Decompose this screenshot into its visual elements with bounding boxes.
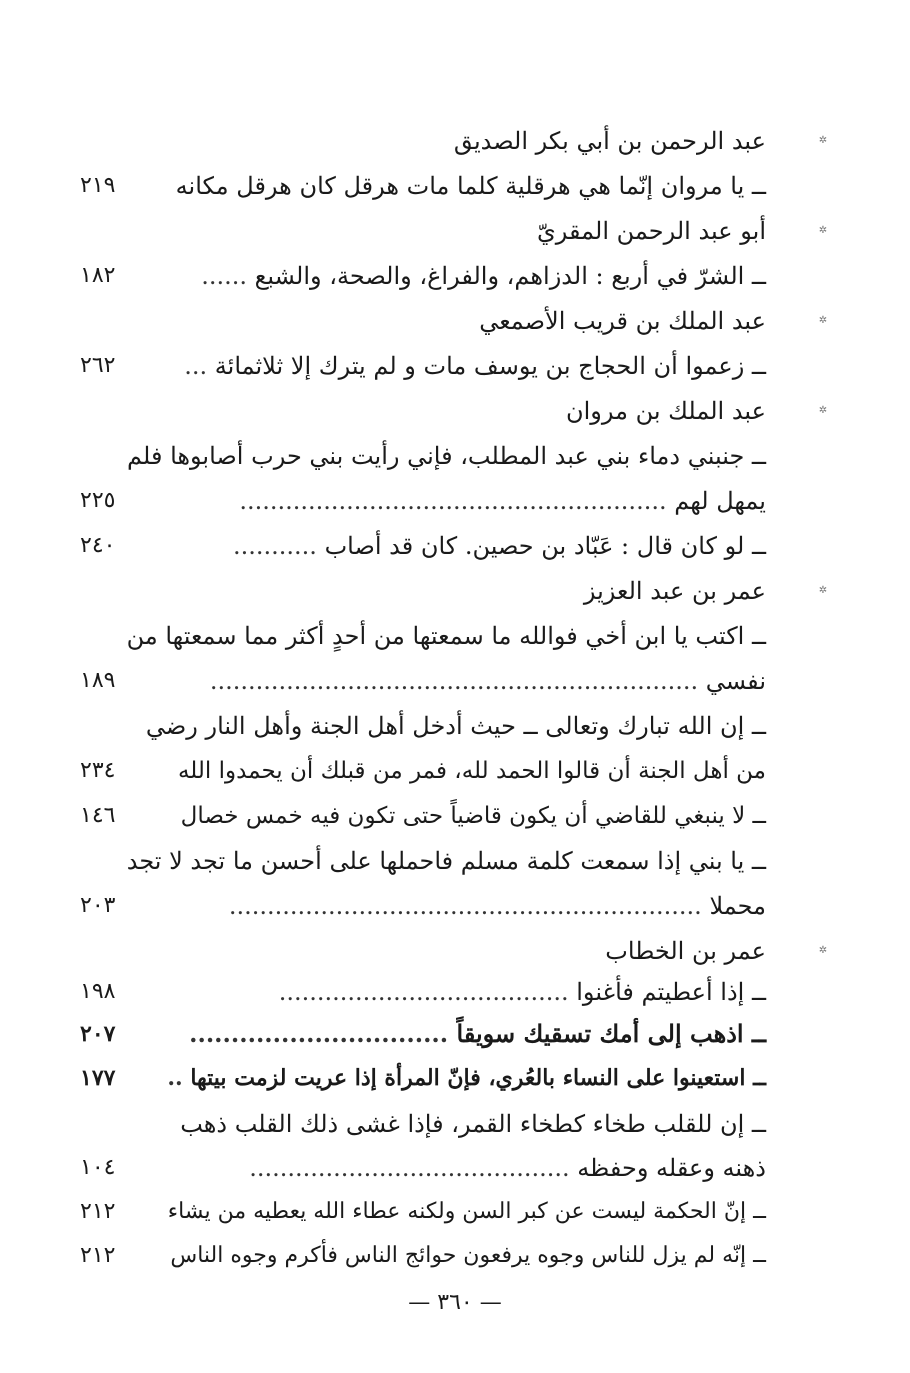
entry-quote: ــ لو كان قال : عَبّاد بن حصين. كان قد أصاب	[324, 532, 766, 560]
bullet-star-icon: ✲	[818, 225, 828, 236]
leader-dots: ..............................................................	[228, 892, 702, 920]
entry-text	[210, 665, 766, 697]
entry-text	[127, 440, 766, 472]
index-entry	[70, 436, 830, 480]
index-entry	[70, 706, 830, 750]
entry-text	[127, 845, 766, 877]
index-entry-continuation	[70, 661, 830, 705]
entry-quote: ــ اذهب إلى أمك تسقيك سويقاً	[456, 1019, 766, 1048]
entry-text	[170, 1240, 766, 1272]
entry-text	[239, 485, 766, 517]
page-reference: ١٤٦	[80, 803, 116, 828]
index-entry	[70, 256, 830, 300]
leader-dots: ...........	[233, 532, 317, 560]
page-reference: ٢١٢	[80, 1243, 116, 1268]
entry-quote: ــ لا ينبغي للقاضي أن يكون قاضياً حتى تكون فيه خمس خصال	[180, 803, 766, 829]
entry-quote: نفسي	[705, 667, 766, 695]
heading-text: عمر بن عبد العزيز	[583, 577, 766, 605]
page-reference: ٢١٩	[80, 173, 116, 198]
page-reference: ١٠٤	[80, 1155, 116, 1180]
entry-quote: ــ إنّ الحكمة ليست عن كبر السن ولكنه عطاء الله يعطيه من يشاء	[167, 1199, 766, 1224]
entry-text	[279, 976, 766, 1008]
index-entry	[70, 796, 830, 840]
leader-dots: ........................................................	[239, 487, 667, 515]
leader-dots: ...............................	[189, 1019, 449, 1048]
index-entry	[70, 841, 830, 885]
entry-text	[201, 260, 766, 292]
page-reference: ١٧٧	[80, 1065, 116, 1091]
page-number: — ٣٦٠ —	[408, 1290, 502, 1315]
entry-text	[176, 170, 766, 202]
heading-text: عبد الملك بن قريب الأصمعي	[479, 307, 766, 335]
page-reference: ٢٦٢	[80, 353, 116, 378]
index-entry	[70, 972, 830, 1016]
index-heading	[70, 931, 830, 975]
index-entry-continuation	[70, 886, 830, 930]
entry-quote: من أهل الجنة أن قالوا الحمد لله، فمر من قبلك أن يحمدوا الله	[177, 758, 766, 784]
leader-dots: ......................................	[278, 978, 569, 1006]
bullet-star-icon: ✲	[818, 405, 828, 416]
heading-text: عمر بن الخطاب	[605, 937, 766, 965]
entry-text	[184, 350, 766, 382]
bullet-star-icon: ✲	[818, 585, 828, 596]
entry-quote: ــ الشرّ في أربع : الدزاهم، والفراغ، والصحة، والشبع	[254, 262, 766, 290]
entry-text	[233, 530, 766, 562]
leader-dots: ......	[201, 262, 247, 290]
entry-text	[180, 1108, 766, 1140]
page-reference: ٢١٢	[80, 1199, 116, 1224]
entry-quote: ــ إن للقلب طخاء كطخاء القمر، فإذا غشى ذلك القلب ذهب	[180, 1110, 766, 1138]
index-entry	[70, 1192, 830, 1236]
entry-quote: ــ استعينوا على النساء بالعُري، فإنّ المرأة إذا عريت لزمت بيتها	[190, 1065, 766, 1091]
entry-text	[168, 1196, 766, 1228]
page-reference: ٢٠٣	[80, 893, 116, 918]
entry-quote: ــ يا مروان إنّما هي هرقلية كلما مات هرقل كان هرقل مكانه	[175, 172, 766, 200]
leader-dots: ..........................................	[249, 1154, 570, 1182]
index-entry	[70, 1104, 830, 1148]
entry-text	[189, 1018, 766, 1050]
page-reference: ١٨٢	[80, 263, 116, 288]
index-entry	[70, 1058, 830, 1102]
page-reference: ٢٤٠	[80, 533, 116, 558]
entry-quote: يمهل لهم	[674, 487, 766, 515]
index-entry-continuation	[70, 751, 830, 795]
leader-dots: ................................................................	[209, 667, 699, 695]
entry-quote: ــ يا بني إذا سمعت كلمة مسلم فاحملها على أحسن ما تجد لا تجد	[126, 847, 766, 875]
index-entry	[70, 1014, 830, 1058]
bullet-star-icon: ✲	[818, 945, 828, 956]
entry-quote: ــ إنّه لم يزل للناس وجوه يرفعون حوائج الناس فأكرم وجوه الناس	[170, 1243, 766, 1268]
index-entry-continuation	[70, 1148, 830, 1192]
entry-text	[229, 890, 766, 922]
leader-dots: ..	[167, 1065, 183, 1091]
entry-quote: ــ زعموا أن الحجاج بن يوسف مات و لم يترك إلا ثلاثمائة	[214, 352, 766, 380]
page-reference: ٢٢٥	[80, 488, 116, 513]
entry-text	[249, 1152, 766, 1184]
page-reference: ١٩٨	[80, 979, 116, 1004]
bullet-star-icon: ✲	[818, 135, 828, 146]
entry-quote: ــ إن الله تبارك وتعالى ــ حيث أدخل أهل الجنة وأهل النار رضي	[145, 712, 766, 740]
heading-text: أبو عبد الرحمن المقريّ	[536, 217, 766, 245]
entry-text	[181, 800, 766, 832]
entry-quote: ــ جنبني دماء بني عبد المطلب، فإني رأيت بني حرب أصابوها فلم	[127, 442, 766, 470]
entry-text	[127, 620, 766, 652]
entry-quote: ــ اكتب يا ابن أخي فوالله ما سمعتها من أحدٍ أكثر مما سمعتها من	[126, 622, 766, 650]
index-heading	[70, 211, 830, 255]
page-reference: ٢٠٧	[80, 1021, 116, 1047]
entry-text	[146, 710, 766, 742]
index-entry-continuation	[70, 481, 830, 525]
entry-text	[178, 755, 766, 787]
bullet-star-icon: ✲	[818, 315, 828, 326]
index-entry	[70, 526, 830, 570]
entry-text	[167, 1062, 766, 1094]
index-heading	[70, 301, 830, 345]
index-entry	[70, 346, 830, 390]
index-heading	[70, 121, 830, 165]
heading-text: عبد الملك بن مروان	[565, 397, 766, 425]
leader-dots: ...	[184, 352, 208, 380]
entry-quote: ــ إذا أعطيتم فأغنوا	[576, 978, 766, 1006]
heading-text: عبد الرحمن بن أبي بكر الصديق	[453, 127, 766, 155]
index-entry	[70, 616, 830, 660]
page-reference: ١٨٩	[80, 668, 116, 693]
index-heading	[70, 391, 830, 435]
index-heading	[70, 571, 830, 615]
entry-quote: ذهنه وعقله وحفظه	[577, 1154, 766, 1182]
index-entry	[70, 166, 830, 210]
page-reference: ٢٣٤	[80, 758, 116, 783]
index-entry	[70, 1236, 830, 1280]
entry-quote: محملا	[709, 892, 766, 920]
